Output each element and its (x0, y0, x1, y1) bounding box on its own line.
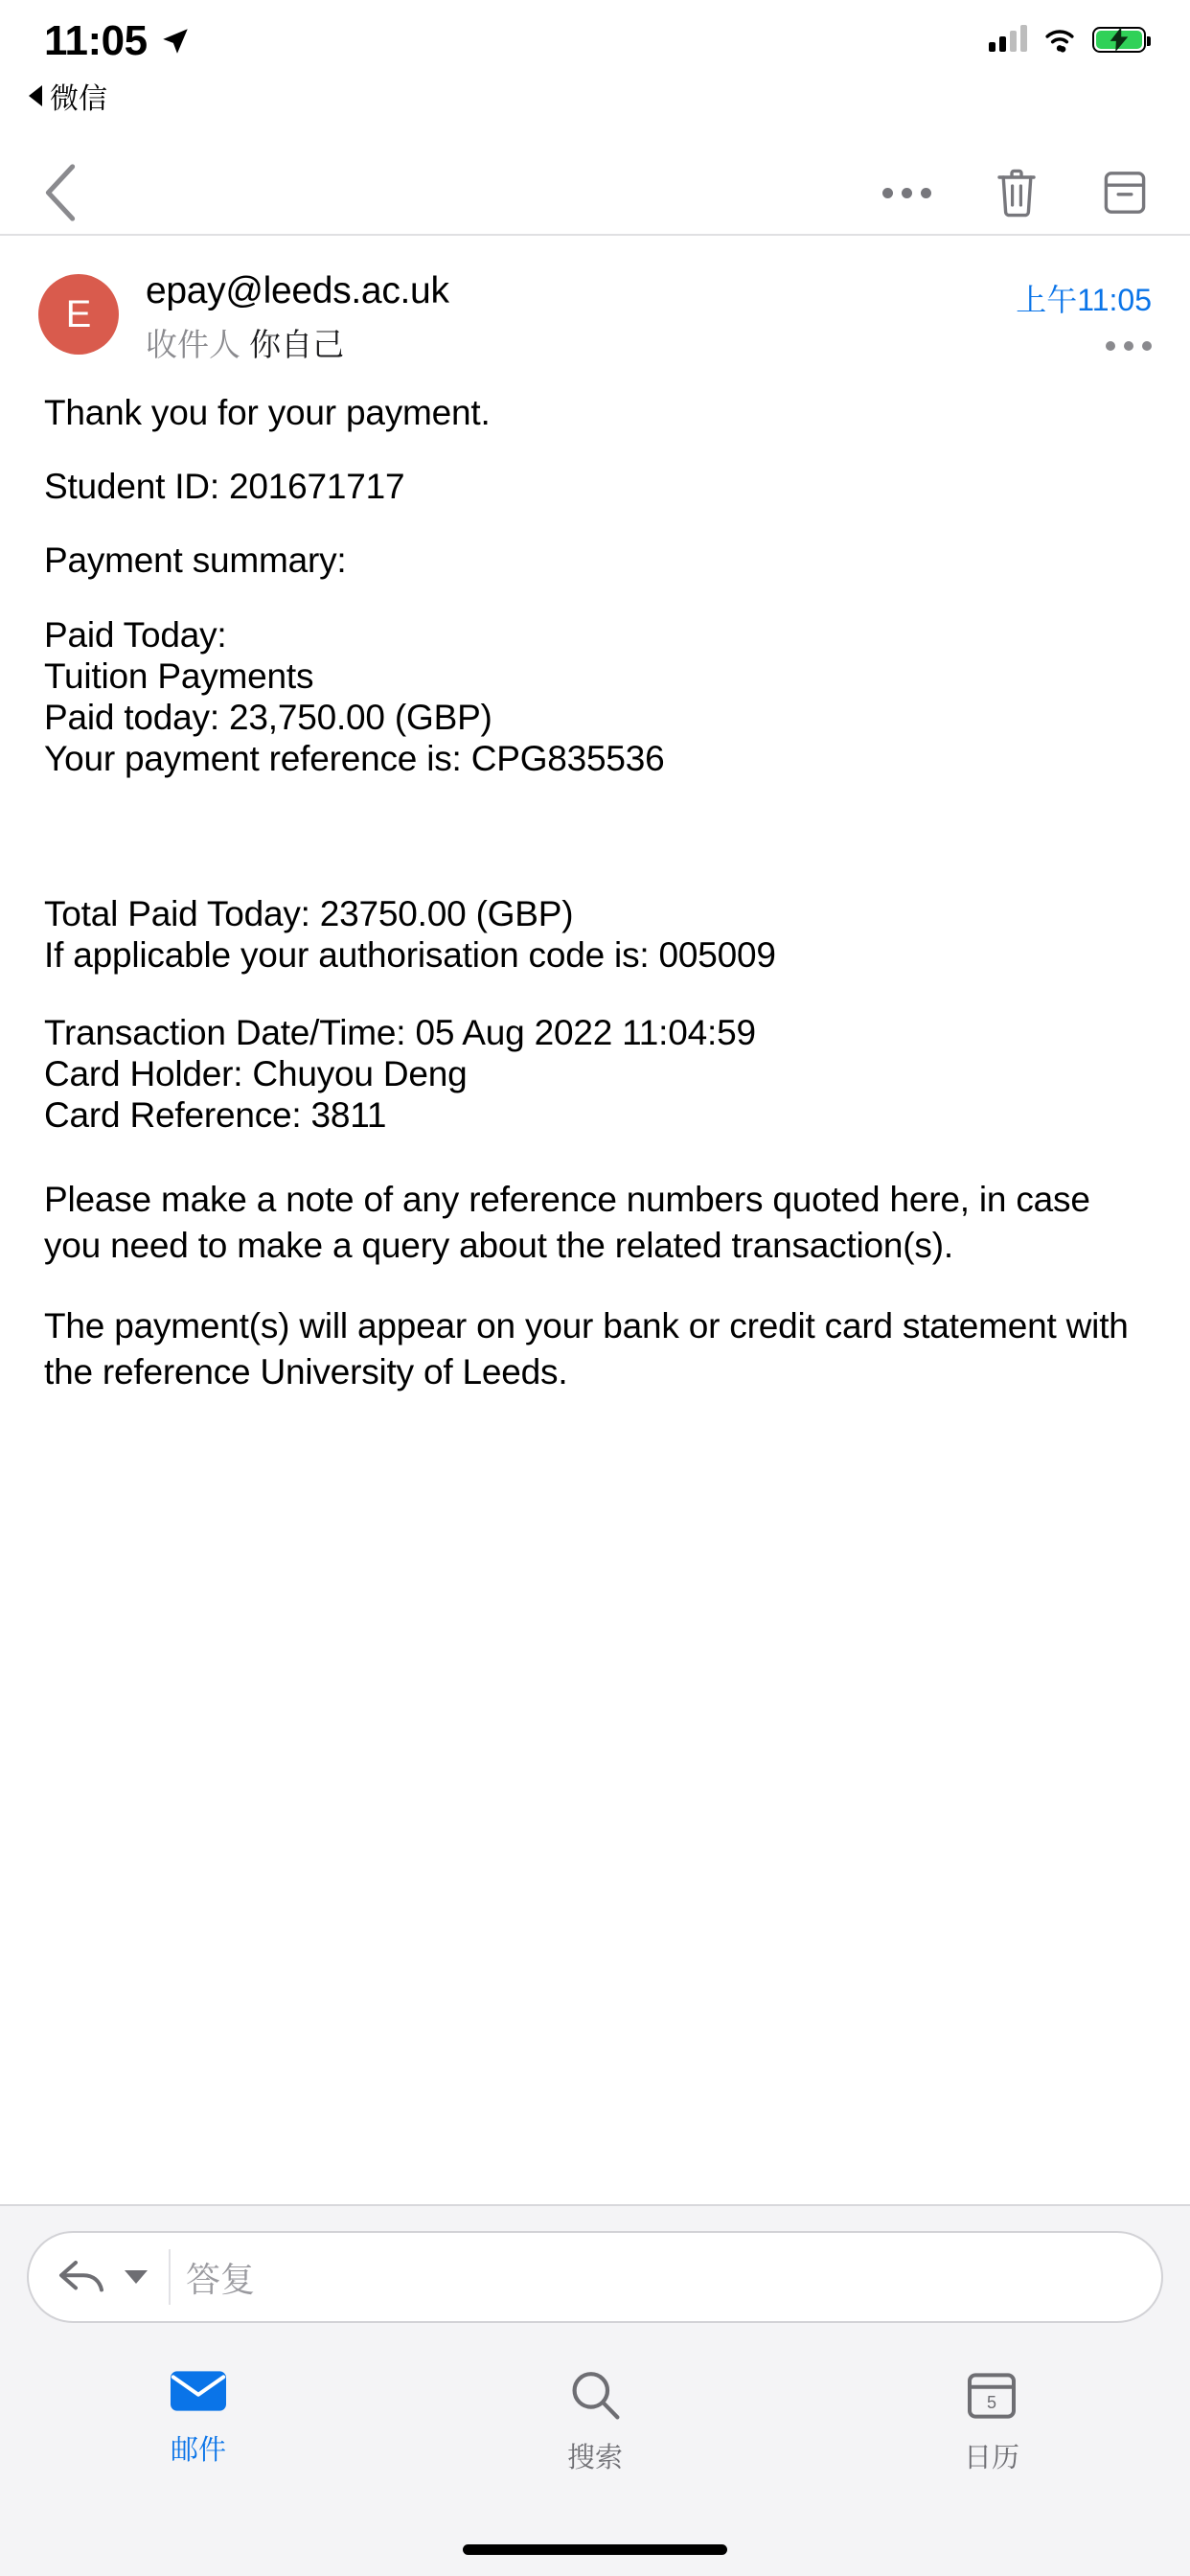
recipients-line[interactable] (146, 320, 1016, 365)
body-paid-today-amount: Paid today: 23,750.00 (GBP) (44, 698, 492, 738)
reply-input-container[interactable] (27, 2231, 1163, 2323)
envelope-icon (169, 2369, 228, 2413)
body-spacer (44, 782, 1146, 895)
status-bar-right (989, 0, 1146, 54)
search-icon (567, 2369, 623, 2421)
back-to-wechat-button[interactable] (29, 75, 107, 117)
body-totals-group (44, 895, 1146, 974)
tab-mail[interactable] (0, 2369, 397, 2576)
chevron-down-icon[interactable] (125, 2270, 148, 2284)
body-total-paid-today: Total Paid Today: 23750.00 (GBP) (44, 893, 574, 933)
tab-search-label: 搜索 (566, 2443, 623, 2473)
svg-text:5: 5 (986, 2392, 997, 2412)
tab-bar (0, 2348, 1190, 2576)
reply-arrow-icon[interactable] (57, 2257, 107, 2297)
archive-box-icon (1102, 169, 1148, 217)
message-timestamp: 上午11:05 (1016, 283, 1152, 317)
reply-input[interactable]: 答复 (186, 2259, 256, 2299)
archive-button[interactable] (1102, 169, 1148, 217)
body-student-id: Student ID: 201671717 (44, 467, 405, 507)
back-button[interactable] (42, 163, 80, 222)
body-spacer-2 (44, 978, 1146, 1014)
status-bar-clock: 11:05 (44, 17, 148, 64)
back-to-app-label: 微信 (50, 83, 107, 115)
nav-right-group (882, 167, 1148, 218)
calendar-icon (966, 2369, 1018, 2421)
battery-charging-icon (1092, 27, 1146, 53)
reply-divider (169, 2249, 171, 2305)
body-card-holder: Card Holder: Chuyou Deng (44, 1054, 468, 1094)
sender-address[interactable]: epay@leeds.ac.uk (146, 270, 449, 311)
body-paid-today-group (44, 616, 1146, 778)
more-options-button[interactable] (882, 188, 931, 198)
wifi-icon (1041, 25, 1079, 54)
body-payment-summary-heading: Payment summary: (44, 540, 347, 581)
cellular-signal-icon (989, 27, 1027, 52)
message-body (0, 365, 1190, 1395)
status-bar-left (44, 0, 192, 65)
body-note-paragraph: Please make a note of any reference numbers quoted here, in case you need to make a query about the related transaction(s). (44, 1179, 1090, 1265)
body-card-reference: Card Reference: 3811 (44, 1095, 387, 1136)
tab-mail-label: 邮件 (170, 2435, 226, 2466)
status-bar (0, 0, 1190, 105)
body-paid-today-item: Tuition Payments (44, 656, 314, 696)
body-transaction-group (44, 1014, 1146, 1135)
body-payment-reference: Your payment reference is: CPG835536 (44, 739, 665, 779)
navigation-bar (0, 151, 1190, 236)
avatar: E (38, 274, 119, 355)
recipient-name: 你自己 (249, 327, 345, 362)
tab-calendar-label: 日历 (963, 2443, 1019, 2473)
message-header-right (1016, 270, 1152, 351)
message-header (0, 236, 1190, 365)
home-indicator (463, 2544, 727, 2555)
message-more-button[interactable] (1016, 341, 1152, 351)
nav-left-group (42, 163, 80, 222)
bolt-icon (1110, 27, 1129, 52)
location-arrow-icon (159, 25, 192, 58)
body-greeting: Thank you for your payment. (44, 393, 491, 432)
body-transaction-datetime: Transaction Date/Time: 05 Aug 2022 11:04:59 (44, 1012, 756, 1052)
body-paid-today-heading: Paid Today: (44, 614, 227, 655)
body-statement-paragraph: The payment(s) will appear on your bank or credit card statement with the reference University of Leeds. (44, 1305, 1129, 1392)
message-header-text (146, 270, 1016, 365)
recipients-label: 收件人 (146, 327, 240, 362)
back-triangle-icon (29, 85, 42, 106)
trash-icon (995, 167, 1039, 218)
body-authorisation-code: If applicable your authorisation code is: 005009 (44, 934, 776, 975)
delete-button[interactable] (995, 167, 1039, 218)
tab-calendar[interactable] (793, 2369, 1190, 2576)
chevron-left-icon (42, 163, 80, 222)
reply-bar (0, 2204, 1190, 2348)
body-spacer-3 (44, 1138, 1146, 1177)
